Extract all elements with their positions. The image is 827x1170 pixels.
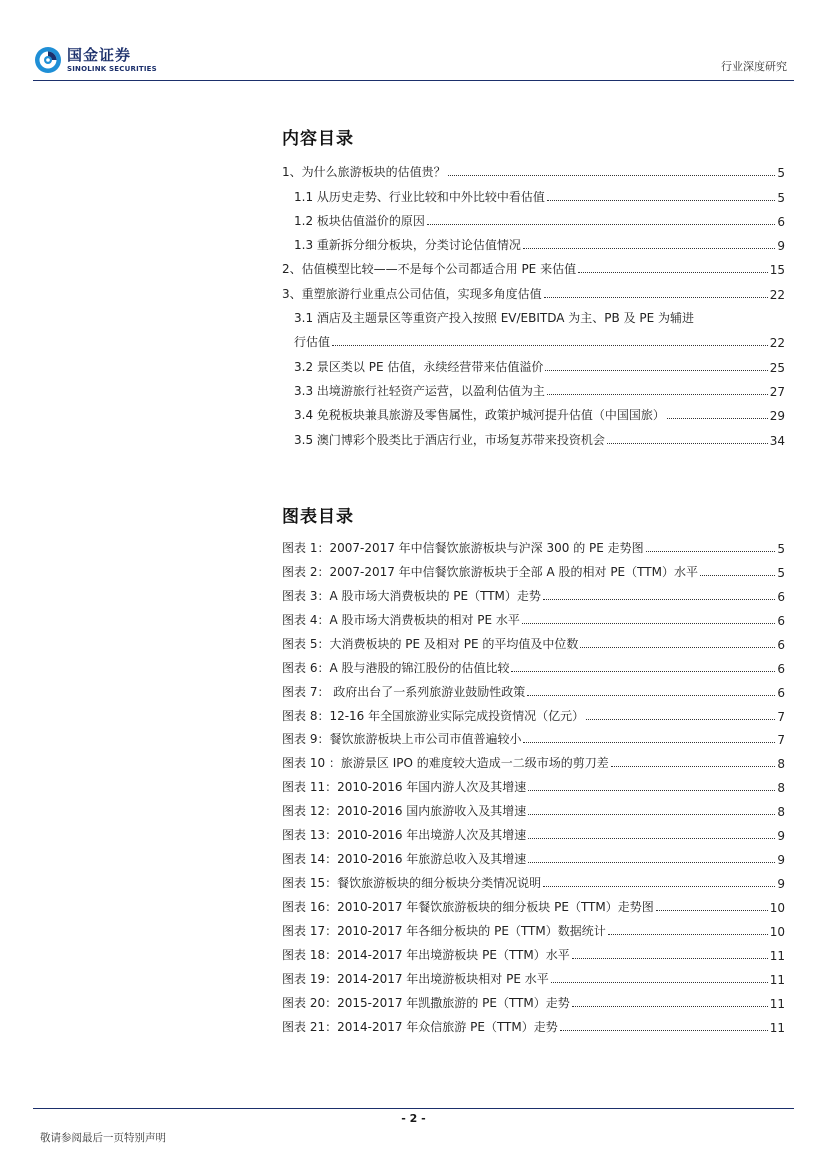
figure-entry[interactable] bbox=[282, 580, 785, 604]
toc-entry[interactable] bbox=[282, 229, 785, 253]
toc-entry[interactable] bbox=[282, 253, 785, 277]
figure-entry-label: 图表 8：12-16 年全国旅游业实际完成投资情况（亿元） bbox=[282, 708, 585, 723]
toc-entry-line1[interactable] bbox=[282, 302, 785, 326]
figure-entry-page: 6 bbox=[777, 637, 785, 652]
figure-entry-label: 图表 12：2010-2016 国内旅游收入及其增速 bbox=[282, 804, 527, 819]
logo-chinese-name: 国金证券 bbox=[67, 45, 132, 64]
figure-entry[interactable] bbox=[282, 843, 785, 867]
figure-entry-label: 图表 17：2010-2017 年各细分板块的 PE（TTM）数据统计 bbox=[282, 923, 606, 938]
figure-entry-page: 10 bbox=[769, 901, 785, 915]
figure-entry-page: 6 bbox=[777, 661, 785, 676]
figure-entry-label: 图表 6：A 股与港股的锦江股份的估值比较 bbox=[282, 660, 510, 675]
toc-entry-page: 27 bbox=[769, 384, 785, 399]
figure-entry-page: 11 bbox=[769, 948, 785, 963]
toc-entry-page: 6 bbox=[777, 214, 785, 229]
toc-entry-label: 2、估值模型比较——不是每个公司都适合用 PE 来估值 bbox=[282, 262, 577, 277]
toc-entry-label: 3.3 出境游旅行社轻资产运营，以盈利估值为主 bbox=[294, 383, 545, 398]
toc-entry[interactable] bbox=[282, 423, 785, 447]
toc-entry-line2[interactable] bbox=[282, 326, 785, 350]
toc-entry-page: 15 bbox=[769, 263, 785, 278]
figure-entry-label: 图表 19：2014-2017 年出境游板块相对 PE 水平 bbox=[282, 971, 549, 986]
toc-entry[interactable] bbox=[282, 277, 785, 301]
figure-entry-label: 图表 14：2010-2016 年旅游总收入及其增速 bbox=[282, 852, 527, 867]
toc-entry-page: 22 bbox=[769, 336, 785, 351]
figure-entry-page: 6 bbox=[777, 589, 785, 604]
figure-entry-page: 8 bbox=[777, 781, 785, 796]
figure-entry-label: 图表 10 ：旅游景区 IPO 的难度较大造成一二级市场的剪刀差 bbox=[282, 756, 609, 771]
footer-divider bbox=[33, 1108, 794, 1109]
figure-entry[interactable] bbox=[282, 987, 785, 1011]
logo-english-name: SINOLINK SECURITIES bbox=[67, 64, 157, 73]
toc-entry-page: 9 bbox=[777, 239, 785, 254]
toc-entry-label: 3.5 澳门博彩个股类比于酒店行业，市场复苏带来投资机会 bbox=[294, 432, 605, 447]
figure-entry[interactable] bbox=[282, 1011, 785, 1035]
toc-entry-label: 1、为什么旅游板块的估值贵？ bbox=[282, 165, 446, 180]
figure-entry-label: 图表 11：2010-2016 年国内游人次及其增速 bbox=[282, 780, 527, 795]
figure-entry[interactable] bbox=[282, 556, 785, 580]
figure-entry-page: 11 bbox=[769, 972, 785, 987]
sinolink-logo-icon bbox=[33, 45, 63, 75]
toc-entry-page: 22 bbox=[769, 287, 785, 302]
disclaimer-note: 敬请参阅最后一页特别声明 bbox=[40, 1132, 166, 1144]
figure-entry[interactable] bbox=[282, 604, 785, 628]
figure-entry-page: 7 bbox=[777, 733, 785, 748]
toc-entry-label: 3、重塑旅游行业重点公司估值，实现多角度估值 bbox=[282, 286, 542, 301]
contents-list bbox=[282, 156, 785, 448]
figure-entry-page: 5 bbox=[777, 565, 785, 580]
figure-entry-label: 图表 18：2014-2017 年出境游板块 PE（TTM）水平 bbox=[282, 947, 570, 962]
toc-entry-page: 5 bbox=[777, 166, 785, 181]
figure-entry[interactable] bbox=[282, 628, 785, 652]
figure-entry-label: 图表 9：餐饮旅游板块上市公司市值普遍较小 bbox=[282, 732, 522, 747]
figure-entry-page: 8 bbox=[777, 757, 785, 772]
figure-entry-page: 9 bbox=[777, 829, 785, 844]
figure-entry-label: 图表 5：大消费板块的 PE 及相对 PE 的平均值及中位数 bbox=[282, 636, 579, 651]
figure-entry-label: 图表 21：2014-2017 年众信旅游 PE（TTM）走势 bbox=[282, 1019, 558, 1034]
toc-entry-label: 行估值 bbox=[294, 335, 331, 350]
figure-entry-label: 图表 2：2007-2017 年中信餐饮旅游板块于全部 A 股的相对 PE（TTM）水平 bbox=[282, 564, 698, 579]
toc-entry[interactable] bbox=[282, 205, 785, 229]
toc-entry-label: 3.2 景区类以 PE 估值，永续经营带来估值溢价 bbox=[294, 359, 544, 374]
figure-entry[interactable] bbox=[282, 676, 785, 700]
toc-entry-page: 5 bbox=[777, 190, 785, 205]
figure-entry-label: 图表 16：2010-2017 年餐饮旅游板块的细分板块 PE（TTM）走势图 bbox=[282, 900, 654, 914]
figure-entry-page: 11 bbox=[769, 1020, 785, 1035]
toc-entry-label: 1.1 从历史走势、行业比较和中外比较中看估值 bbox=[294, 189, 545, 204]
toc-entry-label: 3.1 酒店及主题景区等重资产投入按照 EV/EBITDA 为主、PB 及 PE 为辅进 bbox=[294, 311, 695, 326]
figure-entry-page: 11 bbox=[769, 996, 785, 1011]
toc-entry-page: 34 bbox=[769, 433, 785, 448]
figure-entry[interactable] bbox=[282, 652, 785, 676]
figure-entry[interactable] bbox=[282, 747, 785, 771]
toc-entry[interactable] bbox=[282, 375, 785, 399]
toc-entry-page: 25 bbox=[769, 360, 785, 375]
figure-entry-page: 5 bbox=[777, 541, 785, 556]
toc-entry[interactable] bbox=[282, 399, 785, 423]
toc-entry[interactable] bbox=[282, 350, 785, 374]
figure-entry-label: 图表 7： 政府出台了一系列旅游业鼓励性政策 bbox=[282, 684, 526, 699]
page-number: - 2 - bbox=[401, 1112, 426, 1125]
figure-entry-label: 图表 15：餐饮旅游板块的细分板块分类情况说明 bbox=[282, 876, 542, 891]
figure-entry-label: 图表 1：2007-2017 年中信餐饮旅游板块与沪深 300 的 PE 走势图 bbox=[282, 540, 644, 555]
toc-entry-label: 1.3 重新拆分细分板块，分类讨论估值情况 bbox=[294, 238, 521, 253]
figure-entry-page: 6 bbox=[777, 613, 785, 628]
contents-title: 内容目录 bbox=[282, 129, 354, 149]
figure-entry[interactable] bbox=[282, 891, 785, 915]
figure-entry-page: 8 bbox=[777, 805, 785, 820]
figure-entry[interactable] bbox=[282, 771, 785, 795]
page-header bbox=[0, 0, 827, 82]
figure-entry-page: 9 bbox=[777, 853, 785, 868]
figure-entry[interactable] bbox=[282, 532, 785, 556]
figure-entry[interactable] bbox=[282, 724, 785, 748]
header-divider bbox=[33, 80, 794, 81]
figure-entry-label: 图表 20：2015-2017 年凯撒旅游的 PE（TTM）走势 bbox=[282, 995, 570, 1010]
figure-entry[interactable] bbox=[282, 867, 785, 891]
figure-entry[interactable] bbox=[282, 963, 785, 987]
figure-entry-page: 6 bbox=[777, 685, 785, 700]
report-type-label: 行业深度研究 bbox=[721, 60, 787, 73]
figures-title: 图表目录 bbox=[282, 507, 354, 527]
figure-entry[interactable] bbox=[282, 700, 785, 724]
toc-entry-label: 3.4 免税板块兼具旅游及零售属性，政策护城河提升估值（中国国旅） bbox=[294, 408, 665, 423]
figure-entry[interactable] bbox=[282, 915, 785, 939]
company-logo bbox=[33, 44, 157, 76]
toc-entry-label: 1.2 板块估值溢价的原因 bbox=[294, 213, 425, 228]
figure-entry-label: 图表 3：A 股市场大消费板块的 PE（TTM）走势 bbox=[282, 588, 541, 603]
toc-entry[interactable] bbox=[282, 180, 785, 204]
figure-entry-page: 10 bbox=[769, 924, 785, 939]
figure-entry[interactable] bbox=[282, 795, 785, 819]
figure-entry-page: 9 bbox=[777, 877, 785, 892]
figure-entry-label: 图表 13：2010-2016 年出境游人次及其增速 bbox=[282, 828, 527, 843]
toc-entry[interactable] bbox=[282, 156, 785, 180]
toc-entry-page: 29 bbox=[769, 409, 785, 424]
figure-entry-label: 图表 4：A 股市场大消费板块的相对 PE 水平 bbox=[282, 612, 520, 627]
figure-entry[interactable] bbox=[282, 819, 785, 843]
figures-list bbox=[282, 532, 785, 1035]
figure-entry-page: 7 bbox=[777, 709, 785, 724]
figure-entry[interactable] bbox=[282, 939, 785, 963]
